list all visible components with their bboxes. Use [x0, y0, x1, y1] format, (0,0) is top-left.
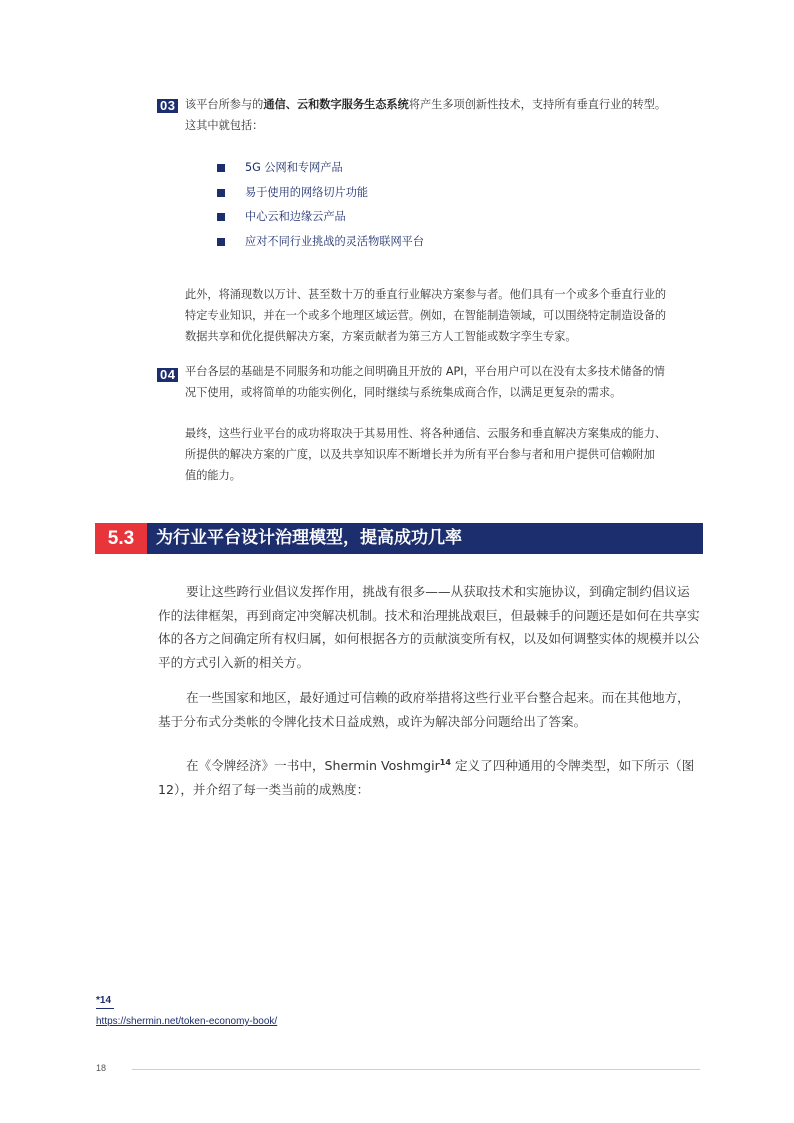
page-number: 18	[96, 1063, 107, 1073]
item-04-text	[185, 361, 705, 403]
footnote-divider	[96, 1008, 114, 1009]
square-bullet-icon	[217, 189, 225, 197]
item-03-prefix: 该平台所参与的	[185, 98, 264, 111]
square-bullet-icon	[217, 164, 225, 172]
para3-text-after: 定义了四种通用的令牌类型，如下所示（图 12），并介绍了每一类当前的成熟度：	[158, 758, 695, 797]
footnote-link[interactable]: https://shermin.net/token-economy-book/	[96, 1016, 278, 1027]
para3-text-before: 在《令牌经济》一书中，Shermin Voshmgir	[186, 758, 440, 774]
body-paragraph-1: 要让这些跨行业倡议发挥作用，挑战有很多——从获取技术和实施协议，到确定制约倡议运作的法律框架，再到商定冲突解决机制。技术和治理挑战艰巨，但最棘手的问题还是如何在共享实体的各方之间确定所有权归属，如何根据各方的贡献演变所有权，以及如何调整实体的规模并以公平的方式引入新的相关方。	[158, 584, 700, 670]
body-paragraph-2: 在一些国家和地区，最好通过可信赖的政府举措将这些行业平台整合起来。而在其他地方，基于分布式分类帐的令牌化技术日益成熟，或许为解决部分问题给出了答案。	[158, 690, 690, 729]
item-number-03: 03	[157, 99, 178, 113]
section-title: 为行业平台设计治理模型，提高成功几率	[156, 528, 462, 548]
square-bullet-icon	[217, 213, 225, 221]
bullet-text: 5G 公网和专网产品	[245, 161, 343, 174]
item-03-bold: 通信、云和数字服务生态系统	[263, 98, 409, 111]
footnote-label: *14	[96, 995, 112, 1006]
footnote-ref[interactable]: 14	[439, 758, 451, 767]
item-03-followup	[185, 284, 705, 347]
body-paragraph-3	[158, 751, 700, 801]
paragraph-line: 此外，将涌现数以万计、甚至数十万的垂直行业解决方案参与者。他们具有一个或多个垂直行业的	[185, 288, 667, 301]
section-number: 5.3	[95, 523, 147, 554]
footer-divider	[132, 1069, 700, 1070]
paragraph-line: 最终，这些行业平台的成功将取决于其易用性、将各种通信、云服务和垂直解决方案集成的能力、	[185, 427, 667, 440]
paragraph-line: 值的能力。	[185, 469, 241, 482]
paragraph-line: 特定专业知识，并在一个或多个地理区域运营。例如，在智能制造领域，可以围绕特定制造设备的	[185, 309, 667, 322]
paragraph-line: 况下使用，或将简单的功能实例化，同时继续与系统集成商合作，以满足更复杂的需求。	[185, 386, 622, 399]
square-bullet-icon	[217, 238, 225, 246]
section-header	[95, 523, 703, 554]
item-03-suffix: 将产生多项创新性技术，支持所有垂直行业的转型。	[408, 98, 667, 111]
item-03-text	[185, 94, 705, 136]
paragraph-line: 平台各层的基础是不同服务和功能之间明确且开放的 API，平台用户可以在没有太多技术储备的情	[185, 365, 665, 378]
item-number-04: 04	[157, 368, 178, 382]
bullet-text: 易于使用的网络切片功能	[245, 185, 369, 199]
item-04-followup	[185, 423, 705, 486]
bullet-text: 应对不同行业挑战的灵活物联网平台	[245, 234, 425, 248]
bullet-text: 中心云和边缘云产品	[245, 210, 346, 223]
item-03-line-1	[185, 94, 705, 115]
paragraph-line: 所提供的解决方案的广度，以及共享知识库不断增长并为所有平台参与者和用户提供可信赖附加	[185, 448, 655, 461]
paragraph-line: 数据共享和优化提供解决方案，方案贡献者为第三方人工智能或数字孪生专家。	[185, 330, 577, 343]
item-03-line-2: 这其中就包括：	[185, 119, 264, 132]
